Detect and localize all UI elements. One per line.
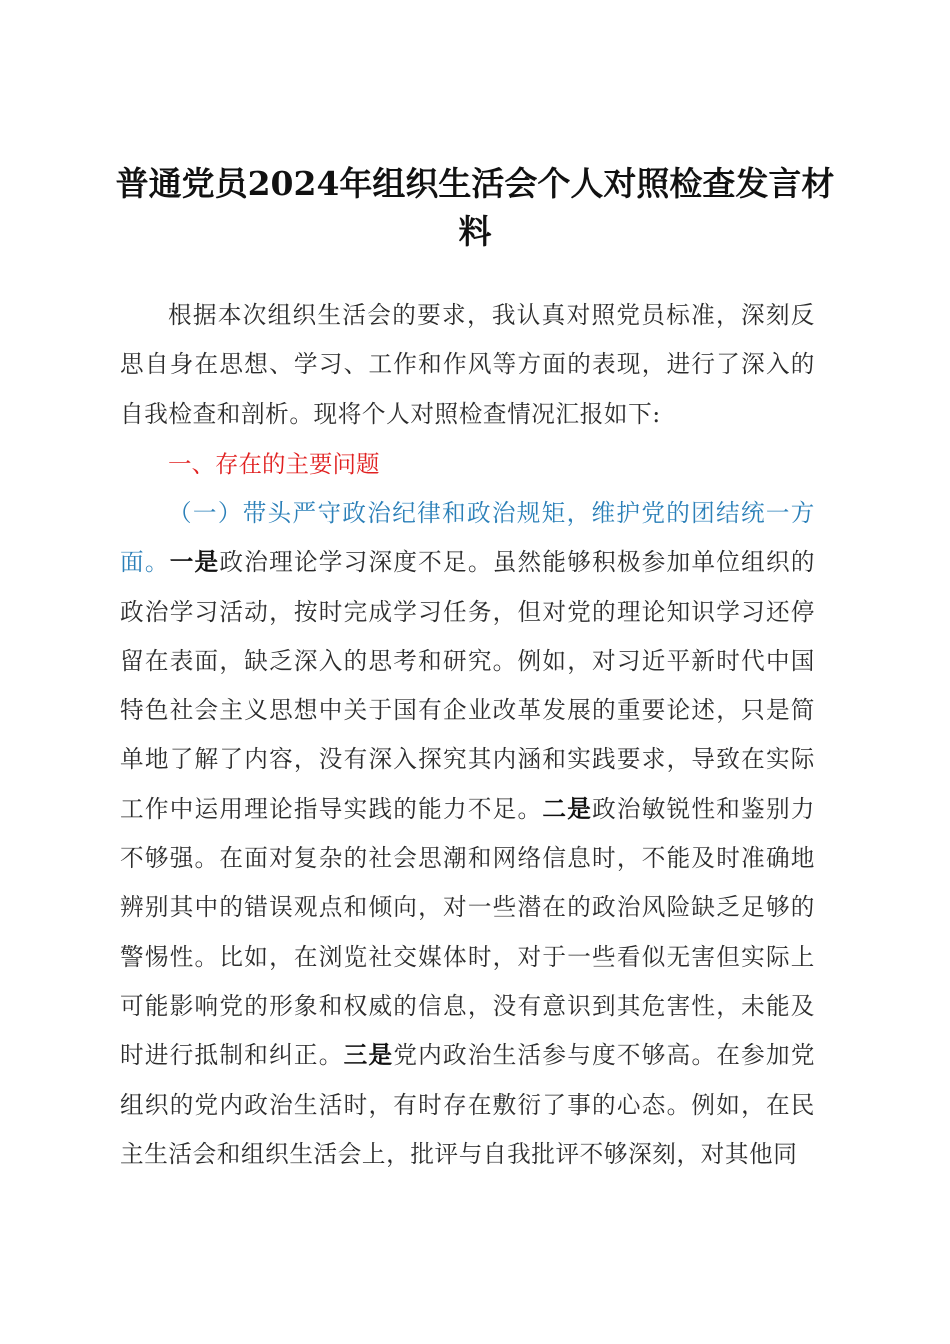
point-2-key: 二是 bbox=[542, 794, 593, 823]
subsection-paragraph bbox=[120, 489, 815, 1179]
point-3-text: 党内政治生活参与度不够高。在参加党组织的党内政治生活时，有时存在敷衍了事的心态。例如，在民主生活会和组织生活会上，批评与自我批评不够深刻，对其他同 bbox=[120, 1041, 816, 1168]
section-heading: 一、存在的主要问题 bbox=[168, 450, 380, 478]
subsection-heading: （一）带头严守政治纪律和政治规矩，维护党的团结统一方面。 bbox=[120, 499, 815, 577]
point-1-key: 一是 bbox=[169, 548, 220, 577]
point-2-text: 政治敏锐性和鉴别力不够强。在面对复杂的社会思潮和网络信息时，不能及时准确地辨别其中的错误观点和倾向，对一些潜在的政治风险缺乏足够的警惕性。比如，在浏览社交媒体时，对于一些看似无害但实际上可能影响党的形象和权威的信息，没有意识到其危害性，未能及时进行抵制和纠正。 bbox=[120, 794, 816, 1070]
point-1-text: 政治理论学习深度不足。虽然能够积极参加单位组织的政治学习活动，按时完成学习任务，但对党的理论知识学习还停留在表面，缺乏深入的思考和研究。例如，对习近平新时代中国特色社会主义思想中关于国有企业改革发展的重要论述，只是简单地了解了内容，没有深入探究其内涵和实践要求，导致在实际工作中运用理论指导实践的能力不足。 bbox=[120, 548, 816, 823]
document-title: 普通党员2024年组织生活会个人对照检查发言材料 bbox=[115, 164, 835, 251]
point-3-key: 三是 bbox=[343, 1041, 394, 1070]
intro-paragraph: 根据本次组织生活会的要求，我认真对照党员标准，深刻反思自身在思想、学习、工作和作风等方面的表现，进行了深入的自我检查和剖析。现将个人对照检查情况汇报如下: bbox=[120, 301, 815, 428]
